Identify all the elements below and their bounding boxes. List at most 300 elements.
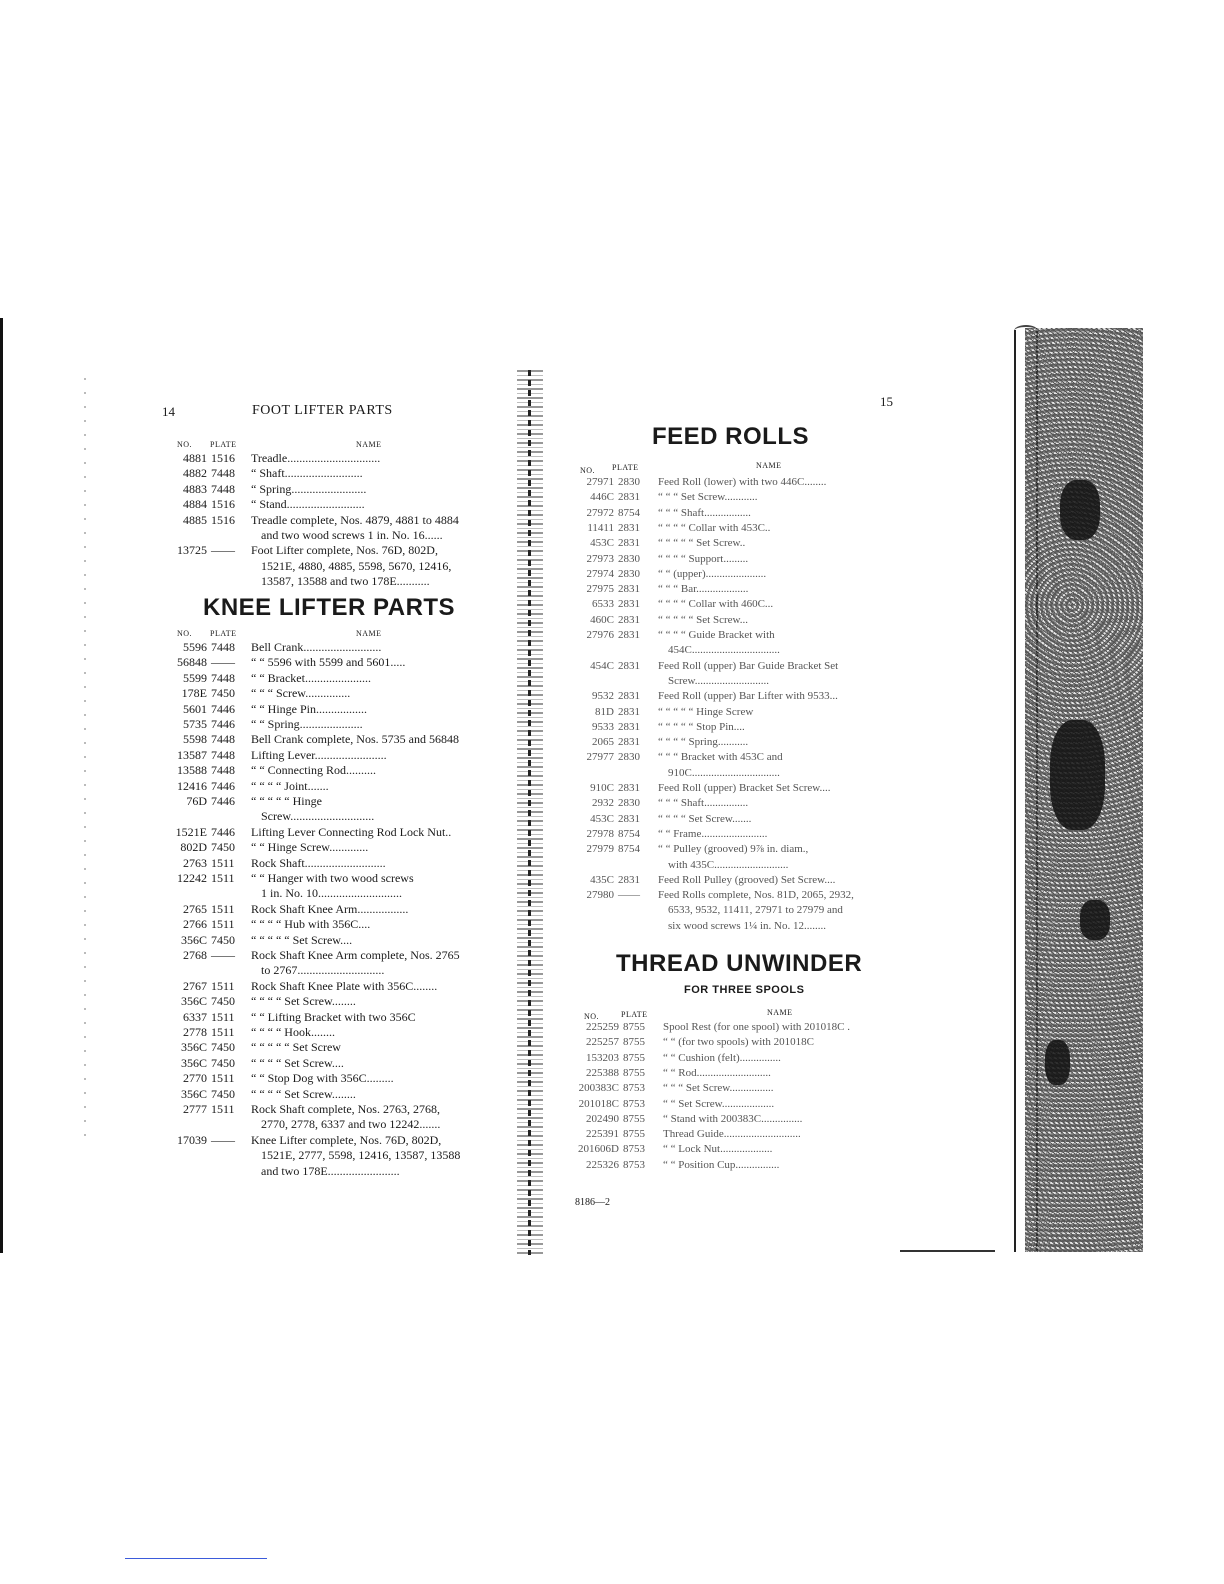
part-name: Feed Roll (upper) Bar Guide Bracket Set bbox=[658, 659, 839, 672]
table-row bbox=[570, 582, 910, 597]
part-name: “ “ “ “ Support......... bbox=[658, 552, 749, 565]
part-name: “ “ Set Screw................... bbox=[663, 1097, 775, 1110]
plate-number: 7446 bbox=[211, 717, 235, 731]
col-header-name: NAME bbox=[356, 629, 382, 638]
table-row bbox=[570, 659, 910, 674]
part-number: 27971 bbox=[586, 476, 614, 488]
plate-number: 8753 bbox=[623, 1082, 645, 1095]
table-row bbox=[163, 809, 503, 824]
plate-number: 2831 bbox=[618, 491, 640, 504]
table-row bbox=[575, 1035, 915, 1050]
part-number: 2777 bbox=[183, 1102, 207, 1116]
table-row bbox=[570, 613, 910, 628]
part-number: 5735 bbox=[183, 717, 207, 731]
plate-number: 2831 bbox=[618, 613, 640, 626]
table-row bbox=[163, 451, 503, 466]
table-row bbox=[570, 567, 910, 582]
plate-number: 8754 bbox=[618, 827, 640, 840]
part-name: “ “ “ “ “ Stop Pin.... bbox=[658, 720, 745, 733]
part-number: 2767 bbox=[183, 978, 207, 993]
part-number: 5596 bbox=[183, 640, 207, 654]
part-name: Rock Shaft........................... bbox=[251, 855, 386, 870]
part-name: Feed Rolls complete, Nos. 81D, 2065, 2932, bbox=[658, 889, 854, 902]
part-number: 356C bbox=[180, 1086, 207, 1101]
table-row bbox=[163, 871, 503, 886]
part-name: “ “ “ “ “ Set Screw.. bbox=[658, 537, 746, 550]
part-number: 81D bbox=[595, 705, 614, 718]
table-row bbox=[163, 1040, 503, 1055]
part-name: “ “ “ Shaft................. bbox=[658, 506, 751, 519]
plate-number: 1511 bbox=[211, 1071, 235, 1086]
table-row bbox=[570, 919, 910, 934]
plate-number: 1511 bbox=[211, 1009, 235, 1024]
part-number: 453C bbox=[590, 537, 614, 550]
part-name: Treadle complete, Nos. 4879, 4881 to 4884 bbox=[251, 512, 459, 527]
part-name: “ “ “ “ “ Hinge Screw bbox=[658, 705, 754, 718]
part-number: 13725 bbox=[177, 543, 207, 558]
part-number: 5599 bbox=[183, 670, 207, 685]
part-number: 56848 bbox=[177, 655, 207, 670]
part-name: “ Stand with 200383C............... bbox=[663, 1112, 803, 1125]
part-name: Foot Lifter complete, Nos. 76D, 802D, bbox=[251, 543, 438, 558]
part-name: Rock Shaft Knee Plate with 356C........ bbox=[251, 978, 438, 993]
part-name: Rock Shaft complete, Nos. 2763, 2768, bbox=[251, 1102, 440, 1116]
part-number: 225257 bbox=[586, 1036, 619, 1049]
bottom-edge-rule bbox=[900, 1250, 995, 1252]
part-name: 2770, 2778, 6337 and two 12242....... bbox=[261, 1117, 441, 1132]
col-header-name: NAME bbox=[767, 1008, 793, 1017]
table-row bbox=[570, 873, 910, 888]
plate-number: 8754 bbox=[618, 506, 640, 519]
part-name: and two 178E........................ bbox=[261, 1163, 400, 1178]
plate-number: 7450 bbox=[211, 840, 235, 855]
part-name: 454C................................ bbox=[668, 644, 780, 657]
part-number: 27975 bbox=[586, 583, 614, 596]
plate-number: 7446 bbox=[211, 701, 235, 716]
part-number: 2766 bbox=[183, 917, 207, 932]
table-row bbox=[163, 794, 503, 809]
part-name: “ “ Position Cup................ bbox=[663, 1158, 780, 1171]
part-name: Feed Roll (upper) Bar Lifter with 9533... bbox=[658, 690, 838, 703]
part-name: 1521E, 2777, 5598, 12416, 13587, 13588 bbox=[261, 1148, 461, 1163]
plate-number: 2831 bbox=[618, 583, 640, 596]
plate-number: 7448 bbox=[211, 763, 235, 778]
part-name: “ “ (for two spools) with 201018C bbox=[663, 1036, 814, 1049]
plate-number: —— bbox=[211, 948, 235, 962]
part-number: 17039 bbox=[177, 1132, 207, 1147]
part-number: 356C bbox=[180, 994, 207, 1009]
table-row bbox=[163, 1071, 503, 1086]
part-number: 9532 bbox=[592, 690, 614, 703]
plate-number: 7446 bbox=[211, 778, 235, 793]
part-name: with 435C........................... bbox=[668, 858, 789, 871]
plate-number: 2830 bbox=[618, 751, 640, 764]
part-number: 2065 bbox=[592, 736, 614, 749]
table-row bbox=[575, 1020, 915, 1035]
plate-number: 7450 bbox=[211, 1055, 235, 1070]
part-name: “ “ Hinge Pin................. bbox=[251, 701, 367, 716]
table-row bbox=[163, 559, 503, 574]
part-number: 27978 bbox=[586, 827, 614, 840]
table-row bbox=[163, 732, 503, 747]
part-name: Feed Roll (lower) with two 446C........ bbox=[658, 476, 827, 488]
part-name: “ “ Hanger with two wood screws bbox=[251, 871, 414, 885]
part-number: 225259 bbox=[586, 1021, 619, 1033]
plate-number: 7446 bbox=[211, 824, 235, 839]
part-name: Feed Roll Pulley (grooved) Set Screw.... bbox=[658, 873, 836, 886]
plate-number: —— bbox=[211, 543, 235, 558]
table-row bbox=[163, 856, 503, 871]
part-name: 1 in. No. 10............................ bbox=[261, 886, 402, 901]
table-row bbox=[163, 1056, 503, 1071]
part-number: 27976 bbox=[586, 629, 614, 641]
part-name: and two wood screws 1 in. No. 16...... bbox=[261, 528, 443, 542]
part-name: “ “ “ “ Set Screw.... bbox=[251, 1055, 344, 1070]
plate-number: —— bbox=[618, 889, 640, 902]
part-number: 202490 bbox=[586, 1112, 619, 1125]
part-number: 4882 bbox=[183, 466, 207, 481]
plate-number: 1516 bbox=[211, 451, 235, 465]
part-name: Screw............................ bbox=[261, 809, 375, 824]
part-name: “ “ “ “ Collar with 453C.. bbox=[658, 521, 771, 534]
table-row bbox=[163, 779, 503, 794]
table-row bbox=[163, 543, 503, 558]
part-number: 9533 bbox=[592, 720, 614, 733]
table-row bbox=[570, 766, 910, 781]
plate-number: 2831 bbox=[618, 629, 640, 641]
part-number: 6337 bbox=[183, 1009, 207, 1024]
table-row bbox=[575, 1112, 915, 1127]
plate-number: 1516 bbox=[211, 497, 235, 512]
part-name: “ “ “ “ Set Screw........ bbox=[251, 994, 356, 1009]
table-row bbox=[570, 628, 910, 643]
col-header-plate: PLATE bbox=[621, 1010, 648, 1019]
part-number: 225391 bbox=[586, 1128, 619, 1141]
part-name: “ “ “ “ Collar with 460C... bbox=[658, 598, 774, 611]
table-row bbox=[163, 840, 503, 855]
table-row bbox=[163, 1133, 503, 1148]
part-number: 910C bbox=[590, 782, 614, 794]
plate-number: 1516 bbox=[211, 512, 235, 527]
plate-number: 7448 bbox=[211, 732, 235, 747]
plate-number: 2831 bbox=[618, 736, 640, 749]
table-row bbox=[163, 1010, 503, 1025]
part-number: 27972 bbox=[586, 506, 614, 519]
plate-number: 2831 bbox=[618, 690, 640, 703]
plate-number: 8755 bbox=[623, 1036, 645, 1049]
table-row bbox=[570, 475, 910, 490]
page-number-right: 15 bbox=[880, 394, 893, 409]
part-name: Rock Shaft Knee Arm................. bbox=[251, 901, 409, 916]
table-row bbox=[163, 482, 503, 497]
table-row bbox=[163, 528, 503, 543]
plate-number: 8755 bbox=[623, 1066, 645, 1079]
table-row bbox=[570, 827, 910, 842]
table-row bbox=[570, 903, 910, 918]
part-number: 802D bbox=[180, 840, 207, 855]
plate-number: 7448 bbox=[211, 640, 235, 654]
col-header-plate: PLATE bbox=[210, 629, 237, 638]
part-number: 2770 bbox=[183, 1071, 207, 1086]
part-name: “ “ “ “ Set Screw........ bbox=[251, 1086, 356, 1101]
plate-number: 2831 bbox=[618, 720, 640, 733]
book-gutter-shadow bbox=[528, 370, 531, 1255]
plate-number: 2831 bbox=[618, 537, 640, 550]
part-name: “ “ “ Set Screw................ bbox=[663, 1082, 774, 1095]
table-row bbox=[163, 825, 503, 840]
part-name: six wood screws 1¼ in. No. 12........ bbox=[668, 919, 826, 932]
table-row bbox=[163, 717, 503, 732]
plate-number: 1511 bbox=[211, 901, 235, 916]
plate-number: 8755 bbox=[623, 1112, 645, 1125]
table-row bbox=[575, 1066, 915, 1081]
table-row bbox=[570, 674, 910, 689]
plate-number: 7448 bbox=[211, 481, 235, 496]
table-row bbox=[163, 1025, 503, 1040]
plate-number: 8754 bbox=[618, 843, 640, 856]
plate-number: 2830 bbox=[618, 797, 640, 810]
part-number: 2763 bbox=[183, 855, 207, 870]
table-row bbox=[570, 842, 910, 857]
table-row bbox=[570, 735, 910, 750]
plate-number: 7450 bbox=[211, 686, 235, 701]
part-name: “ “ Lock Nut................... bbox=[663, 1143, 773, 1156]
table-row bbox=[163, 1148, 503, 1163]
section-subheading: FOR THREE SPOOLS bbox=[684, 984, 805, 996]
part-name: “ “ Stop Dog with 356C......... bbox=[251, 1071, 394, 1086]
col-header-no: NO. bbox=[580, 466, 596, 475]
table-row bbox=[570, 506, 910, 521]
table-row bbox=[163, 1087, 503, 1102]
table-row bbox=[570, 689, 910, 704]
part-name: Feed Roll (upper) Bracket Set Screw.... bbox=[658, 782, 831, 794]
table-row bbox=[575, 1081, 915, 1096]
part-number: 2765 bbox=[183, 901, 207, 916]
plate-number: —— bbox=[211, 1132, 235, 1147]
plate-number: 8753 bbox=[623, 1097, 645, 1110]
plate-number: 1511 bbox=[211, 917, 235, 932]
plate-number: 2831 bbox=[618, 873, 640, 886]
table-row bbox=[163, 748, 503, 763]
part-number: 27977 bbox=[586, 751, 614, 764]
table-row bbox=[163, 763, 503, 778]
part-name: 13587, 13588 and two 178E........... bbox=[261, 574, 430, 589]
part-number: 178E bbox=[181, 686, 207, 701]
part-name: 6533, 9532, 11411, 27971 to 27979 and bbox=[668, 904, 843, 917]
plate-number: 2831 bbox=[618, 598, 640, 611]
part-name: “ “ “ “ “ Set Screw... bbox=[658, 613, 748, 626]
left-margin-specks bbox=[84, 378, 86, 1138]
part-name: “ “ “ “ Set Screw....... bbox=[658, 812, 752, 825]
part-number: 153203 bbox=[586, 1051, 619, 1064]
part-name: “ “ “ “ Hook........ bbox=[251, 1025, 335, 1039]
part-number: 12416 bbox=[177, 778, 207, 793]
table-row bbox=[163, 933, 503, 948]
ink-blot bbox=[1045, 1040, 1070, 1085]
col-header-no: NO. bbox=[177, 629, 193, 638]
part-number: 446C bbox=[590, 491, 614, 504]
part-name: Lifting Lever Connecting Rod Lock Nut.. bbox=[251, 824, 452, 839]
table-row bbox=[163, 513, 503, 528]
plate-number: 7448 bbox=[211, 670, 235, 685]
part-name: “ Shaft.......................... bbox=[251, 466, 363, 481]
section-heading-knee-lifter: KNEE LIFTER PARTS bbox=[203, 594, 456, 621]
part-number: 200383C bbox=[578, 1082, 619, 1095]
plate-number: 2830 bbox=[618, 552, 640, 565]
part-name: Lifting Lever........................ bbox=[251, 747, 387, 762]
table-row bbox=[570, 781, 910, 796]
col-header-plate: PLATE bbox=[210, 440, 237, 449]
part-number: 27980 bbox=[586, 889, 614, 902]
table-row bbox=[163, 686, 503, 701]
table-row bbox=[163, 886, 503, 901]
part-number: 11411 bbox=[587, 521, 614, 534]
part-number: 225388 bbox=[586, 1066, 619, 1079]
part-number: 356C bbox=[180, 932, 207, 947]
table-row bbox=[570, 888, 910, 903]
table-row bbox=[570, 750, 910, 765]
table-row bbox=[163, 702, 503, 717]
part-name: “ “ Hinge Screw............. bbox=[251, 840, 369, 855]
table-row bbox=[570, 490, 910, 505]
part-name: Screw........................... bbox=[668, 674, 770, 687]
part-number: 4883 bbox=[183, 481, 207, 496]
plate-number: 7448 bbox=[211, 466, 235, 481]
part-number: 6533 bbox=[592, 598, 614, 611]
part-number: 201018C bbox=[578, 1097, 619, 1110]
part-name: “ “ “ Shaft................ bbox=[658, 797, 749, 810]
col-header-plate: PLATE bbox=[612, 463, 639, 472]
part-name: Rock Shaft Knee Arm complete, Nos. 2765 bbox=[251, 948, 460, 962]
table-row bbox=[570, 552, 910, 567]
part-name: “ “ Cushion (felt)............... bbox=[663, 1051, 781, 1064]
part-number: 2768 bbox=[183, 948, 207, 962]
table-row bbox=[163, 1117, 503, 1132]
part-name: “ “ “ “ “ Hinge bbox=[251, 794, 322, 808]
part-name: “ “ “ “ “ Set Screw bbox=[251, 1040, 341, 1055]
plate-number: 8755 bbox=[623, 1128, 645, 1141]
part-name: to 2767............................. bbox=[261, 963, 385, 978]
part-number: 356C bbox=[180, 1055, 207, 1070]
part-number: 5601 bbox=[183, 701, 207, 716]
section-heading-thread-unwinder: THREAD UNWINDER bbox=[616, 950, 863, 977]
part-name: Bell Crank.......................... bbox=[251, 640, 382, 654]
part-number: 1521E bbox=[175, 824, 207, 839]
part-name: “ Spring......................... bbox=[251, 481, 367, 496]
part-number: 27979 bbox=[586, 843, 614, 856]
part-name: “ “ Bracket...................... bbox=[251, 670, 371, 685]
plate-number: 8755 bbox=[623, 1051, 645, 1064]
part-number: 2778 bbox=[183, 1025, 207, 1039]
left-scan-edge bbox=[0, 318, 3, 1253]
plate-number: 1511 bbox=[211, 1025, 235, 1039]
part-number: 201606D bbox=[578, 1143, 619, 1156]
part-name: “ “ “ “ Hub with 356C.... bbox=[251, 917, 371, 932]
plate-number: 7450 bbox=[211, 932, 235, 947]
table-row bbox=[163, 979, 503, 994]
part-name: “ “ “ “ “ Set Screw.... bbox=[251, 932, 353, 947]
plate-number: 2831 bbox=[618, 659, 640, 672]
part-number: 27974 bbox=[586, 567, 614, 580]
table-row bbox=[575, 1127, 915, 1142]
plate-number: 2830 bbox=[618, 476, 640, 488]
ink-blot bbox=[1080, 900, 1110, 940]
table-row bbox=[575, 1142, 915, 1157]
col-header-name: NAME bbox=[756, 461, 782, 470]
plate-number: 7450 bbox=[211, 1086, 235, 1101]
section-heading-feed-rolls: FEED ROLLS bbox=[652, 423, 810, 450]
part-name: “ “ “ “ Joint....... bbox=[251, 778, 329, 793]
ink-blot bbox=[1050, 720, 1105, 830]
plate-number: 2830 bbox=[618, 567, 640, 580]
table-row bbox=[570, 720, 910, 735]
part-name: “ “ “ Bar................... bbox=[658, 583, 749, 596]
part-name: “ “ Frame........................ bbox=[658, 827, 768, 840]
part-name: 910C................................ bbox=[668, 766, 780, 779]
part-name: “ “ 5596 with 5599 and 5601..... bbox=[251, 655, 406, 670]
plate-number: 8753 bbox=[623, 1143, 645, 1156]
table-row bbox=[570, 705, 910, 720]
part-name: “ “ Rod........................... bbox=[663, 1066, 771, 1079]
part-number: 12242 bbox=[177, 871, 207, 885]
plate-number: 2831 bbox=[618, 521, 640, 534]
footer-mark: 8186—2 bbox=[575, 1197, 610, 1208]
part-name: Treadle............................... bbox=[251, 451, 381, 465]
part-name: “ “ (upper)...................... bbox=[658, 567, 767, 580]
plate-number: 2831 bbox=[618, 782, 640, 794]
part-number: 76D bbox=[186, 794, 207, 808]
table-row bbox=[163, 466, 503, 481]
part-number: 4885 bbox=[183, 512, 207, 527]
plate-number: 1511 bbox=[211, 871, 235, 885]
table-row bbox=[575, 1051, 915, 1066]
table-row bbox=[163, 948, 503, 963]
table-row bbox=[163, 640, 503, 655]
part-name: 1521E, 4880, 4885, 5598, 5670, 12416, bbox=[261, 558, 452, 573]
plate-number: 7448 bbox=[211, 747, 235, 762]
part-name: “ “ “ “ Guide Bracket with bbox=[658, 629, 775, 641]
table-row bbox=[163, 963, 503, 978]
part-name: “ “ “ Bracket with 453C and bbox=[658, 751, 783, 764]
table-row bbox=[163, 655, 503, 670]
part-name: “ “ Spring..................... bbox=[251, 717, 363, 731]
plate-number: 1511 bbox=[211, 855, 235, 870]
part-name: Thread Guide............................ bbox=[663, 1128, 801, 1141]
table-row bbox=[570, 796, 910, 811]
part-name: “ “ Lifting Bracket with two 356C bbox=[251, 1009, 416, 1024]
plate-number: 2831 bbox=[618, 705, 640, 718]
table-row bbox=[570, 643, 910, 658]
plate-number: 1511 bbox=[211, 978, 235, 993]
part-name: “ Stand.......................... bbox=[251, 497, 365, 512]
table-row bbox=[163, 1164, 503, 1179]
table-row bbox=[163, 497, 503, 512]
part-number: 4884 bbox=[183, 497, 207, 512]
plate-number: 8755 bbox=[623, 1021, 645, 1033]
part-number: 13587 bbox=[177, 747, 207, 762]
page-number-left: 14 bbox=[162, 404, 175, 419]
table-row bbox=[163, 994, 503, 1009]
plate-number: 7450 bbox=[211, 994, 235, 1009]
part-number: 225326 bbox=[586, 1158, 619, 1171]
part-number: 4881 bbox=[183, 451, 207, 465]
running-title: FOOT LIFTER PARTS bbox=[252, 403, 393, 418]
right-page-edge bbox=[1014, 330, 1016, 1252]
part-name: Spool Rest (for one spool) with 201018C . bbox=[663, 1021, 850, 1033]
plate-number: 1511 bbox=[211, 1102, 235, 1116]
plate-number: —— bbox=[211, 655, 235, 670]
table-row bbox=[163, 917, 503, 932]
